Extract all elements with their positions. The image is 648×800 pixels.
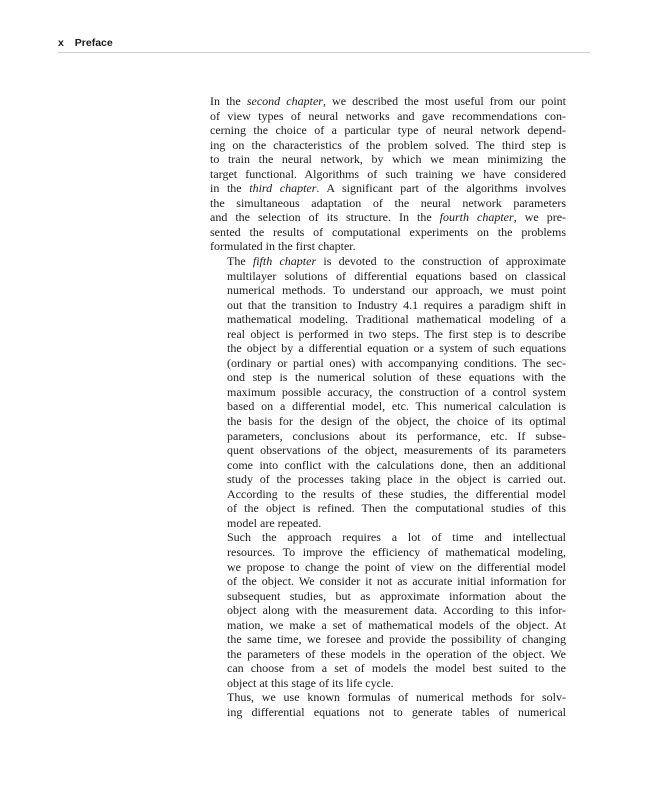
text-line: subsequent studies, but as approximate information about the <box>227 588 566 603</box>
text-line: object at this stage of its life cycle. <box>227 675 394 690</box>
paragraph <box>210 530 566 690</box>
text-line: based on a differential model, etc. This numerical calculation is <box>227 399 566 414</box>
text-line: to train the neural network, by which we mean minimizing the <box>210 152 566 167</box>
italic-chapter-ref: fourth chapter <box>439 210 514 225</box>
text-line: In the second chapter, we described the most useful from our point <box>210 94 566 108</box>
text-line: we propose to change the point of view on the differential model <box>227 559 566 574</box>
text-line: the parameters of these models in the operation of the object. We <box>227 646 566 661</box>
text-line: the simultaneous adaptation of the neural network parameters <box>210 195 566 210</box>
text-line: come into conflict with the calculations done, then an additional <box>227 457 566 472</box>
text-line: out that the transition to Industry 4.1 requires a paradigm shift in <box>227 297 566 312</box>
text-line: parameters, conclusions about its performance, etc. If subse- <box>227 428 566 443</box>
italic-chapter-ref: third chapter <box>249 181 317 196</box>
text-line: ond step is the numerical solution of these equations with the <box>227 370 566 385</box>
text-line: target functional. Algorithms of such training we have considered <box>210 166 566 181</box>
page-number: x <box>58 37 64 49</box>
paragraph <box>210 690 566 719</box>
text-line: resources. To improve the efficiency of mathematical modeling, <box>227 544 566 559</box>
text-line: mathematical modeling. Traditional mathematical modeling of a <box>227 312 566 327</box>
text-line: study of the processes taking place in the object is carried out. <box>227 472 566 487</box>
text-line: cerning the choice of a particular type of neural network depend- <box>210 123 566 138</box>
text-line: real object is performed in two steps. The first step is to describe <box>227 326 566 341</box>
text-line: can choose from a set of models the model best suited to the <box>227 661 566 676</box>
text-line: Thus, we use known formulas of numerical methods for solv- <box>227 690 566 705</box>
text-line: of the object. We consider it not as accurate initial information for <box>227 574 566 589</box>
text-line: The fifth chapter is devoted to the construction of approximate <box>227 254 567 269</box>
text-line: the object by a differential equation or a system of such equations <box>227 341 566 356</box>
italic-chapter-ref: second chapter <box>246 94 323 108</box>
paragraph <box>210 94 566 254</box>
text-line: and the selection of its structure. In the fourth chapter, we pre- <box>210 210 567 225</box>
italic-chapter-ref: fifth chapter <box>252 254 317 269</box>
text-line: ing differential equations not to generate tables of numerical <box>227 704 566 719</box>
text-line: the basis for the design of the object, the choice of its optimal <box>227 414 566 429</box>
text-line: numerical methods. To understand our approach, we must point <box>227 283 566 298</box>
body-text <box>210 94 566 720</box>
text-line: formulated in the first chapter. <box>210 239 356 254</box>
text-line: object along with the measurement data. According to this infor- <box>227 603 566 618</box>
text-line: of view types of neural networks and gave recommendations con- <box>210 108 566 123</box>
text-line: maximum possible accuracy, the construction of a control system <box>227 384 566 399</box>
text-line: (ordinary or partial ones) with accompanying conditions. The sec- <box>227 355 566 370</box>
text-line: sented the results of computational experiments on the problems <box>210 224 566 239</box>
text-line: of the object is refined. Then the computational studies of this <box>227 501 566 516</box>
running-header <box>58 36 590 53</box>
text-line: the same time, we foresee and provide the possibility of changing <box>227 632 566 647</box>
text-line: Such the approach requires a lot of time and intellectual <box>227 530 566 545</box>
running-title: Preface <box>74 37 113 49</box>
text-line: multilayer solutions of differential equations based on classical <box>227 268 566 283</box>
text-line: According to the results of these studies, the differential model <box>227 486 566 501</box>
text-line: quent observations of the object, measurements of its parameters <box>227 443 566 458</box>
paragraph <box>210 254 566 530</box>
text-line: in the third chapter. A significant part of the algorithms involves <box>210 181 566 196</box>
text-line: ing on the characteristics of the problem solved. The third step is <box>210 137 566 152</box>
text-line: model are repeated. <box>227 515 322 530</box>
text-line: mation, we make a set of mathematical models of the object. At <box>227 617 566 632</box>
